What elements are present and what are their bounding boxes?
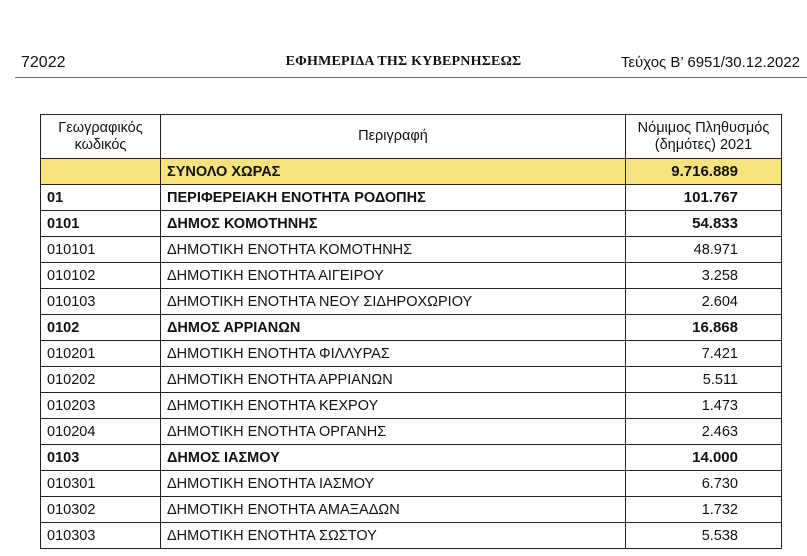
cell-code: 010302 (41, 497, 161, 523)
cell-code: 010103 (41, 289, 161, 315)
cell-population: 5.538 (626, 523, 782, 549)
cell-description: ΔΗΜΟΤΙΚΗ ΕΝΟΤΗΤΑ ΟΡΓΑΝΗΣ (161, 419, 626, 445)
table-row (41, 445, 782, 471)
cell-population: 1.732 (626, 497, 782, 523)
table-row (41, 263, 782, 289)
gazette-title: ΕΦΗΜΕΡΙΔΑ ΤΗΣ ΚΥΒΕΡΝΗΣΕΩΣ (285, 54, 522, 69)
table-row (41, 471, 782, 497)
cell-code: 010303 (41, 523, 161, 549)
cell-population: 2.463 (626, 419, 782, 445)
cell-population: 101.767 (626, 185, 782, 211)
cell-code: 010202 (41, 367, 161, 393)
cell-population: 3.258 (626, 263, 782, 289)
cell-population: 9.716.889 (626, 159, 782, 185)
table-row (41, 159, 782, 185)
cell-code: 0102 (41, 315, 161, 341)
cell-description: ΔΗΜΟΤΙΚΗ ΕΝΟΤΗΤΑ ΙΑΣΜΟΥ (161, 471, 626, 497)
cell-description: ΔΗΜΟΤΙΚΗ ΕΝΟΤΗΤΑ ΝΕΟΥ ΣΙΔΗΡΟΧΩΡΙΟΥ (161, 289, 626, 315)
cell-description: ΔΗΜΟΤΙΚΗ ΕΝΟΤΗΤΑ ΑΡΡΙΑΝΩΝ (161, 367, 626, 393)
header-population: Νόμιμος Πληθυσμός (δημότες) 2021 (626, 115, 782, 159)
table-row (41, 315, 782, 341)
table-row (41, 289, 782, 315)
issue-reference: Τεύχος Β’ 6951/30.12.2022 (620, 54, 800, 71)
cell-description: ΔΗΜΟΣ ΑΡΡΙΑΝΩΝ (161, 315, 626, 341)
table-row (41, 393, 782, 419)
cell-description: ΔΗΜΟΤΙΚΗ ΕΝΟΤΗΤΑ ΑΜΑΞΑΔΩΝ (161, 497, 626, 523)
table-row (41, 237, 782, 263)
cell-population: 6.730 (626, 471, 782, 497)
cell-description: ΔΗΜΟΣ ΚΟΜΟΤΗΝΗΣ (161, 211, 626, 237)
cell-population: 7.421 (626, 341, 782, 367)
cell-code: 010204 (41, 419, 161, 445)
header-description: Περιγραφή (161, 115, 626, 159)
cell-population: 2.604 (626, 289, 782, 315)
cell-code: 01 (41, 185, 161, 211)
cell-description: ΔΗΜΟΤΙΚΗ ΕΝΟΤΗΤΑ ΚΟΜΟΤΗΝΗΣ (161, 237, 626, 263)
page-number: 72022 (21, 54, 66, 71)
page-header (0, 52, 807, 76)
cell-code: 010101 (41, 237, 161, 263)
cell-description: ΔΗΜΟΣ ΙΑΣΜΟΥ (161, 445, 626, 471)
cell-population: 54.833 (626, 211, 782, 237)
table-row (41, 185, 782, 211)
header-rule (15, 77, 807, 78)
cell-code: 010201 (41, 341, 161, 367)
population-table (40, 114, 782, 549)
cell-code: 010203 (41, 393, 161, 419)
table-row (41, 341, 782, 367)
table-row (41, 497, 782, 523)
cell-code (41, 159, 161, 185)
table-header-row (41, 115, 782, 159)
cell-code: 0101 (41, 211, 161, 237)
cell-description: ΠΕΡΙΦΕΡΕΙΑΚΗ ΕΝΟΤΗΤΑ ΡΟΔΟΠΗΣ (161, 185, 626, 211)
cell-description: ΔΗΜΟΤΙΚΗ ΕΝΟΤΗΤΑ ΑΙΓΕΙΡΟΥ (161, 263, 626, 289)
cell-code: 010301 (41, 471, 161, 497)
cell-code: 010102 (41, 263, 161, 289)
table-row (41, 211, 782, 237)
cell-population: 48.971 (626, 237, 782, 263)
cell-population: 14.000 (626, 445, 782, 471)
cell-population: 1.473 (626, 393, 782, 419)
table-row (41, 367, 782, 393)
cell-population: 5.511 (626, 367, 782, 393)
cell-description: ΔΗΜΟΤΙΚΗ ΕΝΟΤΗΤΑ ΦΙΛΛΥΡΑΣ (161, 341, 626, 367)
cell-description: ΣΥΝΟΛΟ ΧΩΡΑΣ (161, 159, 626, 185)
cell-description: ΔΗΜΟΤΙΚΗ ΕΝΟΤΗΤΑ ΚΕΧΡΟΥ (161, 393, 626, 419)
table-row (41, 419, 782, 445)
table-row (41, 523, 782, 549)
cell-code: 0103 (41, 445, 161, 471)
header-geographic-code: Γεωγραφικός κωδικός (41, 115, 161, 159)
cell-population: 16.868 (626, 315, 782, 341)
cell-description: ΔΗΜΟΤΙΚΗ ΕΝΟΤΗΤΑ ΣΩΣΤΟΥ (161, 523, 626, 549)
